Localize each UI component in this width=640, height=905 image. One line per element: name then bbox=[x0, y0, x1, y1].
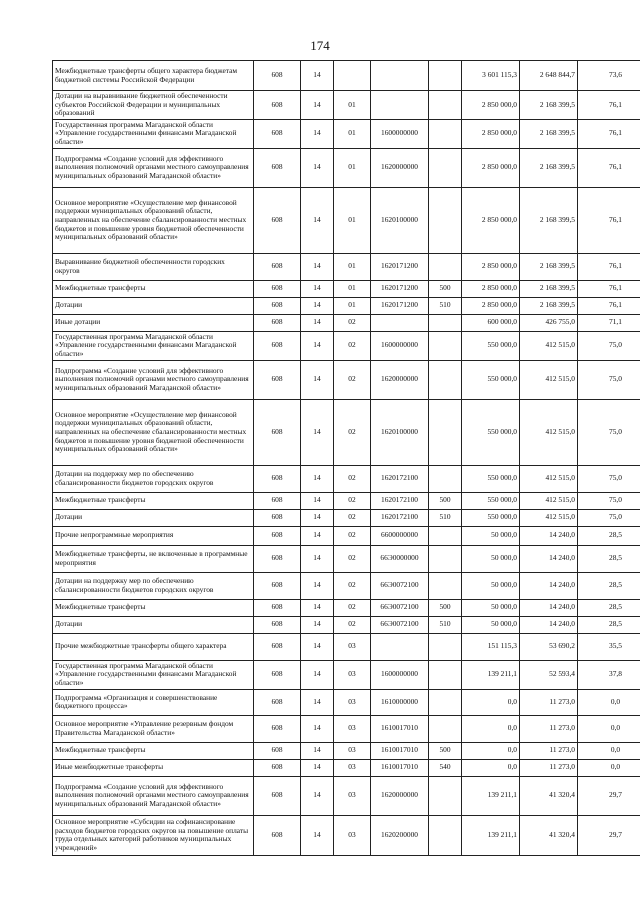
row-name: Выравнивание бюджетной обеспеченности городских округов bbox=[53, 253, 254, 280]
row-executed: 2 168 399,5 bbox=[520, 253, 578, 280]
row-section: 14 bbox=[301, 297, 334, 314]
row-executed: 2 168 399,5 bbox=[520, 148, 578, 187]
row-expense-type: 500 bbox=[429, 280, 462, 297]
row-target-article: 66Э0072100 bbox=[371, 572, 429, 599]
row-executed: 14 240,0 bbox=[520, 599, 578, 616]
row-target-article: 66Э0072100 bbox=[371, 616, 429, 633]
table-row bbox=[53, 187, 640, 253]
row-section: 14 bbox=[301, 759, 334, 776]
row-planned: 550 000,0 bbox=[462, 465, 520, 492]
row-percent: 76,1 bbox=[578, 91, 640, 120]
row-target-article: 66Э0072100 bbox=[371, 599, 429, 616]
row-planned: 50 000,0 bbox=[462, 572, 520, 599]
row-name: Дотации на поддержку мер по обеспечению сбалансированности бюджетов городских округов bbox=[53, 572, 254, 599]
row-section: 14 bbox=[301, 742, 334, 759]
row-subsection: 01 bbox=[334, 253, 371, 280]
row-percent: 28,5 bbox=[578, 599, 640, 616]
row-expense-type: 500 bbox=[429, 742, 462, 759]
row-target-article bbox=[371, 91, 429, 120]
row-subsection: 02 bbox=[334, 465, 371, 492]
row-ministry: 608 bbox=[254, 759, 301, 776]
row-planned: 151 115,3 bbox=[462, 633, 520, 660]
row-executed: 412 515,0 bbox=[520, 465, 578, 492]
row-planned: 139 211,1 bbox=[462, 660, 520, 689]
row-subsection: 03 bbox=[334, 660, 371, 689]
row-executed: 412 515,0 bbox=[520, 360, 578, 399]
row-name: Основное мероприятие «Субсидии на софинансирование расходов бюджетов городских округов на повышение оплаты труда отдельных категорий работников муниципальных учреждений» bbox=[53, 815, 254, 855]
row-ministry: 608 bbox=[254, 61, 301, 91]
row-executed: 412 515,0 bbox=[520, 331, 578, 360]
row-executed: 426 755,0 bbox=[520, 314, 578, 331]
row-name: Межбюджетные трансферты, не включенные в программные мероприятия bbox=[53, 545, 254, 572]
row-percent: 37,8 bbox=[578, 660, 640, 689]
row-planned: 139 211,1 bbox=[462, 776, 520, 815]
row-ministry: 608 bbox=[254, 492, 301, 509]
row-percent: 75,0 bbox=[578, 360, 640, 399]
row-section: 14 bbox=[301, 599, 334, 616]
row-name: Государственная программа Магаданской области «Управление государственными финансами Магаданской области» bbox=[53, 119, 254, 148]
row-executed: 14 240,0 bbox=[520, 572, 578, 599]
row-expense-type bbox=[429, 526, 462, 545]
row-subsection: 02 bbox=[334, 526, 371, 545]
row-percent: 29,7 bbox=[578, 815, 640, 855]
row-expense-type bbox=[429, 119, 462, 148]
row-ministry: 608 bbox=[254, 509, 301, 526]
table-row bbox=[53, 280, 640, 297]
row-target-article: 1620172100 bbox=[371, 509, 429, 526]
row-expense-type bbox=[429, 399, 462, 465]
row-percent: 28,5 bbox=[578, 545, 640, 572]
table-row bbox=[53, 91, 640, 120]
table-row bbox=[53, 253, 640, 280]
row-section: 14 bbox=[301, 815, 334, 855]
row-planned: 550 000,0 bbox=[462, 492, 520, 509]
row-executed: 14 240,0 bbox=[520, 526, 578, 545]
row-name: Иные межбюджетные трансферты bbox=[53, 759, 254, 776]
row-percent: 29,7 bbox=[578, 776, 640, 815]
row-executed: 52 593,4 bbox=[520, 660, 578, 689]
row-section: 14 bbox=[301, 660, 334, 689]
row-section: 14 bbox=[301, 314, 334, 331]
row-subsection: 02 bbox=[334, 616, 371, 633]
row-percent: 75,0 bbox=[578, 509, 640, 526]
row-expense-type bbox=[429, 465, 462, 492]
row-target-article: 1620000000 bbox=[371, 360, 429, 399]
row-percent: 75,0 bbox=[578, 492, 640, 509]
row-planned: 2 850 000,0 bbox=[462, 297, 520, 314]
row-executed: 41 320,4 bbox=[520, 776, 578, 815]
row-target-article bbox=[371, 314, 429, 331]
row-ministry: 608 bbox=[254, 331, 301, 360]
row-name: Основное мероприятие «Управление резервным фондом Правительства Магаданской области» bbox=[53, 715, 254, 742]
row-executed: 11 273,0 bbox=[520, 759, 578, 776]
row-expense-type bbox=[429, 572, 462, 599]
budget-table bbox=[52, 60, 640, 856]
row-target-article: 1610017010 bbox=[371, 759, 429, 776]
row-percent: 75,0 bbox=[578, 331, 640, 360]
row-name: Дотации bbox=[53, 616, 254, 633]
row-subsection: 01 bbox=[334, 187, 371, 253]
row-percent: 76,1 bbox=[578, 297, 640, 314]
table-row bbox=[53, 572, 640, 599]
row-subsection: 02 bbox=[334, 492, 371, 509]
row-expense-type: 500 bbox=[429, 492, 462, 509]
row-expense-type bbox=[429, 187, 462, 253]
table-row bbox=[53, 742, 640, 759]
table-row bbox=[53, 314, 640, 331]
row-target-article: 1600000000 bbox=[371, 331, 429, 360]
row-section: 14 bbox=[301, 526, 334, 545]
row-target-article bbox=[371, 61, 429, 91]
row-planned: 50 000,0 bbox=[462, 616, 520, 633]
row-ministry: 608 bbox=[254, 253, 301, 280]
row-ministry: 608 bbox=[254, 742, 301, 759]
row-ministry: 608 bbox=[254, 399, 301, 465]
row-ministry: 608 bbox=[254, 187, 301, 253]
row-planned: 600 000,0 bbox=[462, 314, 520, 331]
row-executed: 11 273,0 bbox=[520, 715, 578, 742]
row-executed: 2 168 399,5 bbox=[520, 119, 578, 148]
row-planned: 0,0 bbox=[462, 759, 520, 776]
row-subsection: 02 bbox=[334, 509, 371, 526]
row-name: Подпрограмма «Организация и совершенствование бюджетного процесса» bbox=[53, 689, 254, 715]
row-name: Подпрограмма «Создание условий для эффективного выполнения полномочий органами местного самоуправления муниципальных образований Магаданской области» bbox=[53, 148, 254, 187]
row-subsection: 02 bbox=[334, 331, 371, 360]
row-executed: 412 515,0 bbox=[520, 492, 578, 509]
table-row bbox=[53, 616, 640, 633]
table-row bbox=[53, 715, 640, 742]
row-target-article: 1600000000 bbox=[371, 119, 429, 148]
row-target-article: 1620100000 bbox=[371, 399, 429, 465]
row-name: Прочие непрограммные мероприятия bbox=[53, 526, 254, 545]
row-name: Межбюджетные трансферты общего характера бюджетам бюджетной системы Российской Федерации bbox=[53, 61, 254, 91]
row-ministry: 608 bbox=[254, 616, 301, 633]
table-row bbox=[53, 297, 640, 314]
row-target-article: 1620000000 bbox=[371, 776, 429, 815]
row-target-article: 1620171200 bbox=[371, 253, 429, 280]
table-row bbox=[53, 599, 640, 616]
row-target-article: 1620171200 bbox=[371, 297, 429, 314]
row-executed: 2 648 844,7 bbox=[520, 61, 578, 91]
row-target-article: 1610017010 bbox=[371, 742, 429, 759]
row-section: 14 bbox=[301, 715, 334, 742]
row-ministry: 608 bbox=[254, 465, 301, 492]
table-row bbox=[53, 360, 640, 399]
row-percent: 28,5 bbox=[578, 572, 640, 599]
row-planned: 2 850 000,0 bbox=[462, 119, 520, 148]
row-section: 14 bbox=[301, 331, 334, 360]
row-expense-type bbox=[429, 660, 462, 689]
row-target-article bbox=[371, 633, 429, 660]
row-subsection: 02 bbox=[334, 314, 371, 331]
row-planned: 2 850 000,0 bbox=[462, 280, 520, 297]
row-planned: 550 000,0 bbox=[462, 509, 520, 526]
row-percent: 75,0 bbox=[578, 465, 640, 492]
row-percent: 35,5 bbox=[578, 633, 640, 660]
row-name: Прочие межбюджетные трансферты общего характера bbox=[53, 633, 254, 660]
row-planned: 50 000,0 bbox=[462, 526, 520, 545]
row-section: 14 bbox=[301, 465, 334, 492]
row-executed: 14 240,0 bbox=[520, 545, 578, 572]
row-name: Межбюджетные трансферты bbox=[53, 280, 254, 297]
row-section: 14 bbox=[301, 280, 334, 297]
row-percent: 75,0 bbox=[578, 399, 640, 465]
row-subsection: 03 bbox=[334, 633, 371, 660]
row-section: 14 bbox=[301, 492, 334, 509]
row-expense-type: 540 bbox=[429, 759, 462, 776]
row-ministry: 608 bbox=[254, 633, 301, 660]
row-expense-type bbox=[429, 148, 462, 187]
row-subsection: 03 bbox=[334, 759, 371, 776]
row-expense-type bbox=[429, 253, 462, 280]
row-percent: 76,1 bbox=[578, 253, 640, 280]
row-planned: 0,0 bbox=[462, 742, 520, 759]
row-section: 14 bbox=[301, 616, 334, 633]
row-section: 14 bbox=[301, 509, 334, 526]
row-name: Иные дотации bbox=[53, 314, 254, 331]
row-ministry: 608 bbox=[254, 776, 301, 815]
row-planned: 50 000,0 bbox=[462, 545, 520, 572]
row-target-article: 1620172100 bbox=[371, 492, 429, 509]
row-section: 14 bbox=[301, 91, 334, 120]
table-row bbox=[53, 526, 640, 545]
row-ministry: 608 bbox=[254, 599, 301, 616]
row-planned: 550 000,0 bbox=[462, 331, 520, 360]
row-percent: 76,1 bbox=[578, 148, 640, 187]
row-expense-type bbox=[429, 61, 462, 91]
row-subsection: 02 bbox=[334, 360, 371, 399]
row-expense-type bbox=[429, 331, 462, 360]
row-percent: 0,0 bbox=[578, 759, 640, 776]
row-expense-type bbox=[429, 360, 462, 399]
page-number: 174 bbox=[310, 38, 330, 53]
row-target-article: 1610017010 bbox=[371, 715, 429, 742]
row-percent: 76,1 bbox=[578, 280, 640, 297]
row-name: Межбюджетные трансферты bbox=[53, 492, 254, 509]
table-row bbox=[53, 399, 640, 465]
row-executed: 2 168 399,5 bbox=[520, 280, 578, 297]
row-percent: 73,6 bbox=[578, 61, 640, 91]
row-name: Межбюджетные трансферты bbox=[53, 742, 254, 759]
row-target-article: 1610000000 bbox=[371, 689, 429, 715]
row-ministry: 608 bbox=[254, 689, 301, 715]
table-row bbox=[53, 633, 640, 660]
row-expense-type: 510 bbox=[429, 616, 462, 633]
row-subsection: 01 bbox=[334, 280, 371, 297]
row-planned: 2 850 000,0 bbox=[462, 253, 520, 280]
row-executed: 11 273,0 bbox=[520, 742, 578, 759]
row-subsection: 02 bbox=[334, 545, 371, 572]
table-row bbox=[53, 331, 640, 360]
row-subsection: 01 bbox=[334, 91, 371, 120]
row-section: 14 bbox=[301, 253, 334, 280]
row-executed: 53 690,2 bbox=[520, 633, 578, 660]
row-planned: 3 601 115,3 bbox=[462, 61, 520, 91]
row-ministry: 608 bbox=[254, 660, 301, 689]
row-section: 14 bbox=[301, 148, 334, 187]
row-expense-type bbox=[429, 633, 462, 660]
row-ministry: 608 bbox=[254, 360, 301, 399]
row-ministry: 608 bbox=[254, 314, 301, 331]
row-ministry: 608 bbox=[254, 815, 301, 855]
row-planned: 0,0 bbox=[462, 689, 520, 715]
row-section: 14 bbox=[301, 689, 334, 715]
row-ministry: 608 bbox=[254, 280, 301, 297]
table-row bbox=[53, 148, 640, 187]
row-executed: 14 240,0 bbox=[520, 616, 578, 633]
row-name: Межбюджетные трансферты bbox=[53, 599, 254, 616]
row-name: Дотации на поддержку мер по обеспечению сбалансированности бюджетов городских округов bbox=[53, 465, 254, 492]
row-expense-type bbox=[429, 545, 462, 572]
row-target-article: 1600000000 bbox=[371, 660, 429, 689]
row-expense-type: 510 bbox=[429, 509, 462, 526]
row-subsection: 01 bbox=[334, 148, 371, 187]
row-section: 14 bbox=[301, 399, 334, 465]
row-name: Основное мероприятие «Осуществление мер финансовой поддержки муниципальных образований области, направленных на обеспечение сбалансированности местных бюджетов и повышение уровня бюджетной обеспеченности муниципальных образований области» bbox=[53, 187, 254, 253]
row-section: 14 bbox=[301, 187, 334, 253]
row-target-article: 1620000000 bbox=[371, 148, 429, 187]
row-expense-type bbox=[429, 314, 462, 331]
row-name: Дотации bbox=[53, 297, 254, 314]
row-percent: 28,5 bbox=[578, 616, 640, 633]
row-ministry: 608 bbox=[254, 545, 301, 572]
row-executed: 2 168 399,5 bbox=[520, 297, 578, 314]
table-row bbox=[53, 689, 640, 715]
row-executed: 412 515,0 bbox=[520, 509, 578, 526]
row-subsection: 01 bbox=[334, 119, 371, 148]
row-expense-type bbox=[429, 91, 462, 120]
row-subsection: 01 bbox=[334, 297, 371, 314]
row-planned: 2 850 000,0 bbox=[462, 91, 520, 120]
table-row bbox=[53, 545, 640, 572]
row-section: 14 bbox=[301, 776, 334, 815]
row-name: Подпрограмма «Создание условий для эффективного выполнения полномочий органами местного самоуправления муниципальных образований Магаданской области» bbox=[53, 360, 254, 399]
row-percent: 28,5 bbox=[578, 526, 640, 545]
row-percent: 71,1 bbox=[578, 314, 640, 331]
row-ministry: 608 bbox=[254, 526, 301, 545]
row-percent: 0,0 bbox=[578, 689, 640, 715]
row-executed: 2 168 399,5 bbox=[520, 187, 578, 253]
row-planned: 0,0 bbox=[462, 715, 520, 742]
table-row bbox=[53, 119, 640, 148]
table-row bbox=[53, 776, 640, 815]
table-row bbox=[53, 759, 640, 776]
row-executed: 41 320,4 bbox=[520, 815, 578, 855]
row-subsection: 02 bbox=[334, 399, 371, 465]
row-target-article: 1620100000 bbox=[371, 187, 429, 253]
row-ministry: 608 bbox=[254, 148, 301, 187]
row-name: Дотации на выравнивание бюджетной обеспеченности субъектов Российской Федерации и муниципальных образований bbox=[53, 91, 254, 120]
row-planned: 550 000,0 bbox=[462, 360, 520, 399]
row-target-article: 1620200000 bbox=[371, 815, 429, 855]
row-planned: 2 850 000,0 bbox=[462, 148, 520, 187]
row-subsection: 02 bbox=[334, 599, 371, 616]
row-expense-type: 500 bbox=[429, 599, 462, 616]
row-name: Государственная программа Магаданской области «Управление государственными финансами Магаданской области» bbox=[53, 331, 254, 360]
row-section: 14 bbox=[301, 572, 334, 599]
row-subsection: 03 bbox=[334, 715, 371, 742]
row-section: 14 bbox=[301, 360, 334, 399]
table-row bbox=[53, 815, 640, 855]
row-subsection: 03 bbox=[334, 776, 371, 815]
row-ministry: 608 bbox=[254, 119, 301, 148]
row-ministry: 608 bbox=[254, 91, 301, 120]
table-row bbox=[53, 660, 640, 689]
table-row bbox=[53, 465, 640, 492]
row-planned: 139 211,1 bbox=[462, 815, 520, 855]
row-name: Основное мероприятие «Осуществление мер финансовой поддержки муниципальных образований области, направленных на обеспечение сбалансированности местных бюджетов и повышение уровня бюджетной обеспеченности муниципальных образований области» bbox=[53, 399, 254, 465]
row-name: Подпрограмма «Создание условий для эффективного выполнения полномочий органами местного самоуправления муниципальных образований Магаданской области» bbox=[53, 776, 254, 815]
row-percent: 76,1 bbox=[578, 187, 640, 253]
row-percent: 76,1 bbox=[578, 119, 640, 148]
row-planned: 550 000,0 bbox=[462, 399, 520, 465]
row-subsection: 03 bbox=[334, 742, 371, 759]
row-executed: 2 168 399,5 bbox=[520, 91, 578, 120]
row-percent: 0,0 bbox=[578, 715, 640, 742]
table-row bbox=[53, 492, 640, 509]
row-subsection: 03 bbox=[334, 815, 371, 855]
row-executed: 412 515,0 bbox=[520, 399, 578, 465]
row-name: Дотации bbox=[53, 509, 254, 526]
row-expense-type bbox=[429, 776, 462, 815]
row-expense-type bbox=[429, 689, 462, 715]
row-target-article: 1620172100 bbox=[371, 465, 429, 492]
row-planned: 50 000,0 bbox=[462, 599, 520, 616]
row-name: Государственная программа Магаданской области «Управление государственными финансами Магаданской области» bbox=[53, 660, 254, 689]
row-section: 14 bbox=[301, 633, 334, 660]
row-ministry: 608 bbox=[254, 715, 301, 742]
row-expense-type: 510 bbox=[429, 297, 462, 314]
row-subsection bbox=[334, 61, 371, 91]
row-ministry: 608 bbox=[254, 297, 301, 314]
row-percent: 0,0 bbox=[578, 742, 640, 759]
row-subsection: 03 bbox=[334, 689, 371, 715]
row-expense-type bbox=[429, 715, 462, 742]
row-section: 14 bbox=[301, 545, 334, 572]
row-expense-type bbox=[429, 815, 462, 855]
table-row bbox=[53, 509, 640, 526]
row-section: 14 bbox=[301, 61, 334, 91]
row-subsection: 02 bbox=[334, 572, 371, 599]
row-target-article: 66Э0000000 bbox=[371, 545, 429, 572]
table-row bbox=[53, 61, 640, 91]
budget-table-body bbox=[53, 61, 640, 856]
row-executed: 11 273,0 bbox=[520, 689, 578, 715]
row-ministry: 608 bbox=[254, 572, 301, 599]
row-section: 14 bbox=[301, 119, 334, 148]
row-target-article: 1620171200 bbox=[371, 280, 429, 297]
row-planned: 2 850 000,0 bbox=[462, 187, 520, 253]
row-target-article: 6600000000 bbox=[371, 526, 429, 545]
